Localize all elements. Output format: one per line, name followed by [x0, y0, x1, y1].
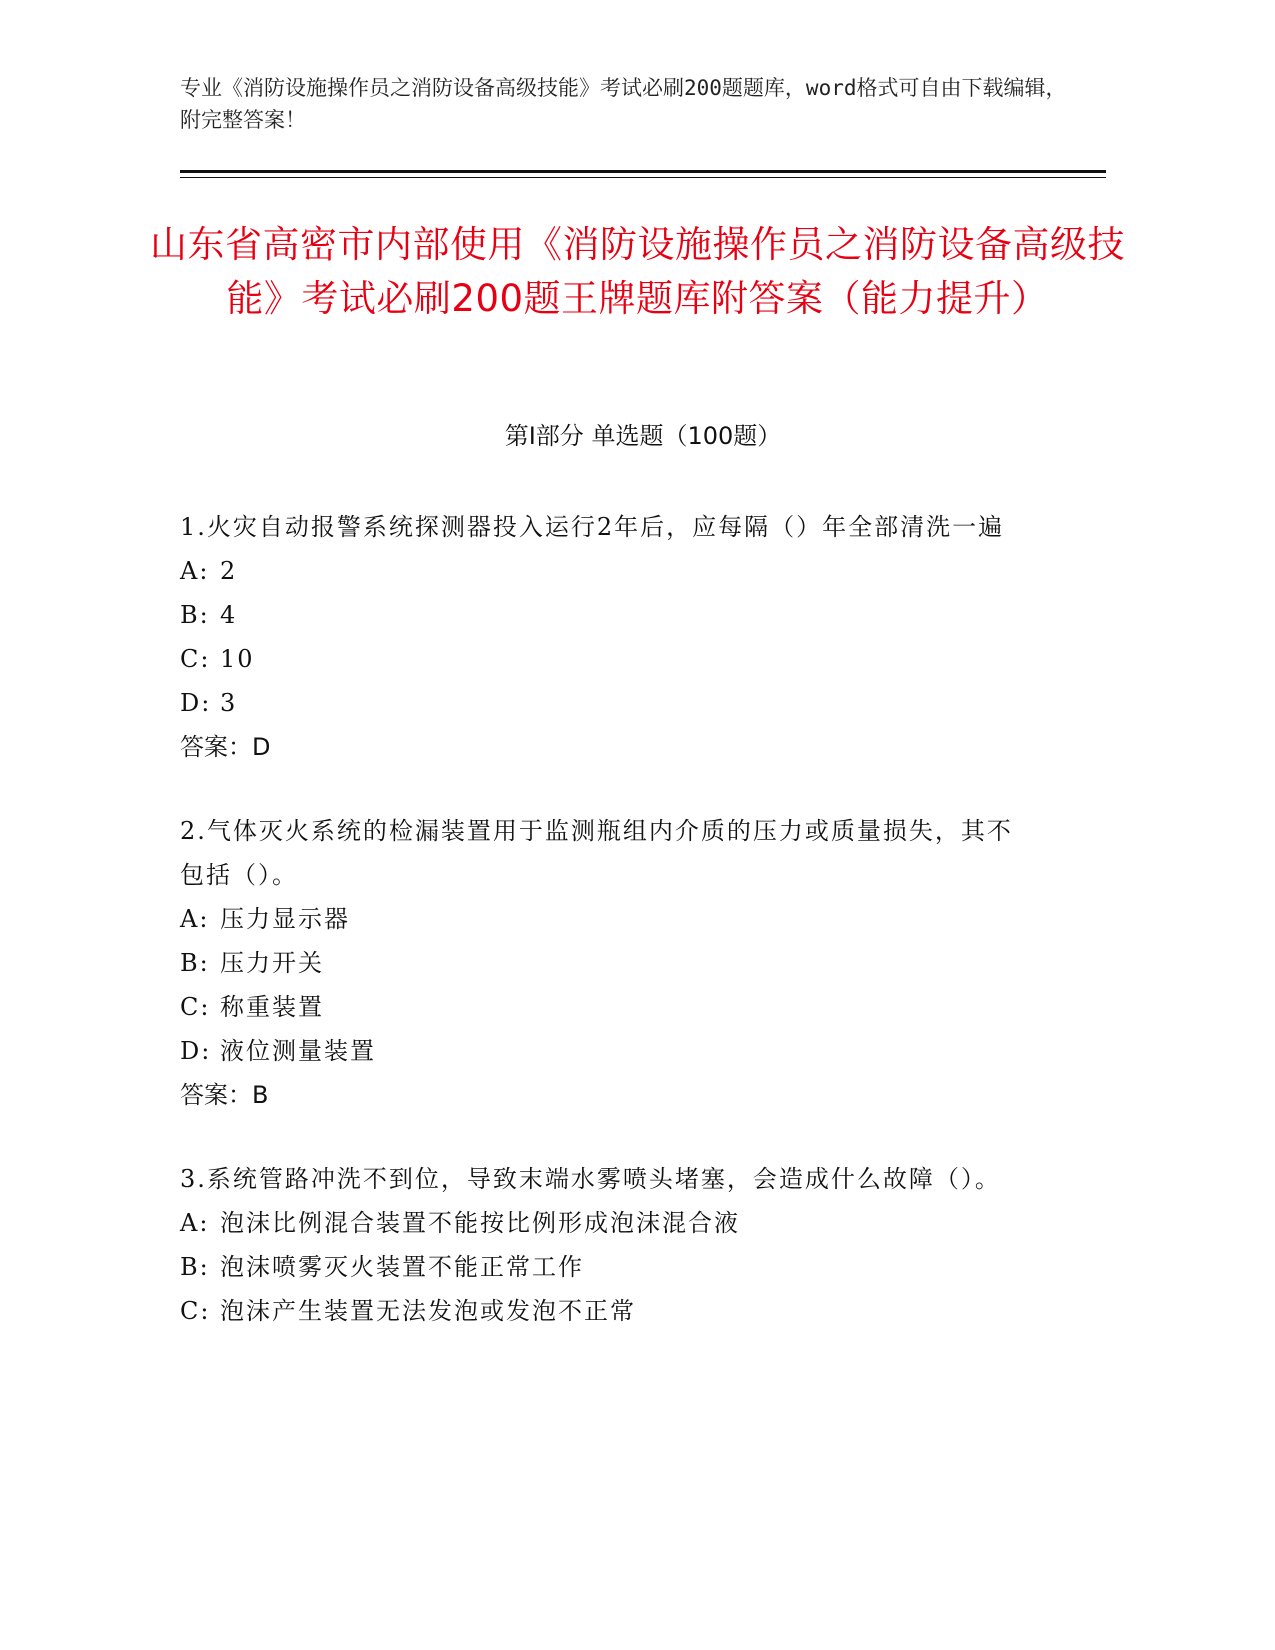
document-title: 山东省高密市内部使用《消防设施操作员之消防设备高级技能》考试必刷200题王牌题库附答案（能力提升）: [150, 223, 1125, 320]
option-text: 压力开关: [220, 949, 324, 977]
option-c: [180, 637, 1020, 681]
option-a: [180, 897, 1020, 941]
option-text: 2: [220, 557, 238, 585]
question-1: [180, 505, 1020, 769]
option-b: [180, 1245, 1020, 1289]
option-letter: B:: [180, 1253, 210, 1281]
option-b: [180, 593, 1020, 637]
option-c: [180, 985, 1020, 1029]
option-letter: B:: [180, 949, 210, 977]
option-letter: A:: [180, 1209, 210, 1237]
option-a: [180, 549, 1020, 593]
question-3: [180, 1157, 1020, 1333]
question-stem: 1.火灾自动报警系统探测器投入运行2年后，应每隔（）年全部清洗一遍: [180, 513, 1005, 541]
option-text: 泡沫产生装置无法发泡或发泡不正常: [220, 1297, 636, 1325]
option-letter: C:: [180, 993, 211, 1021]
option-c: [180, 1289, 1020, 1333]
option-text: 压力显示器: [220, 905, 350, 933]
answer-line: 答案：B: [180, 1081, 269, 1109]
option-letter: C:: [180, 1297, 211, 1325]
option-letter: D:: [180, 1037, 212, 1065]
option-letter: D:: [180, 689, 212, 717]
question-stem: 3.系统管路冲洗不到位，导致末端水雾喷头堵塞，会造成什么故障（）。: [180, 1165, 1001, 1193]
option-letter: C:: [180, 645, 211, 673]
header-note: 专业《消防设施操作员之消防设备高级技能》考试必刷200题题库，word格式可自由下载编辑，附完整答案！: [180, 76, 1067, 132]
header-divider-thin: [180, 177, 1106, 178]
option-d: [180, 681, 1020, 725]
header-divider-thick: [180, 170, 1106, 173]
option-text: 泡沫喷雾灭火装置不能正常工作: [220, 1253, 584, 1281]
option-text: 称重装置: [220, 993, 324, 1021]
option-text: 3: [220, 689, 238, 717]
answer-line: 答案：D: [180, 733, 271, 761]
option-letter: A:: [180, 905, 210, 933]
option-b: [180, 941, 1020, 985]
option-d: [180, 1029, 1020, 1073]
option-text: 4: [220, 601, 238, 629]
option-text: 10: [220, 645, 255, 673]
option-a: [180, 1201, 1020, 1245]
question-2: [180, 809, 1020, 1117]
option-text: 液位测量装置: [220, 1037, 376, 1065]
question-stem: 2.气体灭火系统的检漏装置用于监测瓶组内介质的压力或质量损失，其不包括（）。: [180, 817, 1013, 889]
option-letter: B:: [180, 601, 210, 629]
question-list: [180, 505, 1020, 1373]
option-text: 泡沫比例混合装置不能按比例形成泡沫混合液: [220, 1209, 740, 1237]
section-title: 第Ⅰ部分 单选题（100题）: [504, 422, 782, 450]
option-letter: A:: [180, 557, 210, 585]
